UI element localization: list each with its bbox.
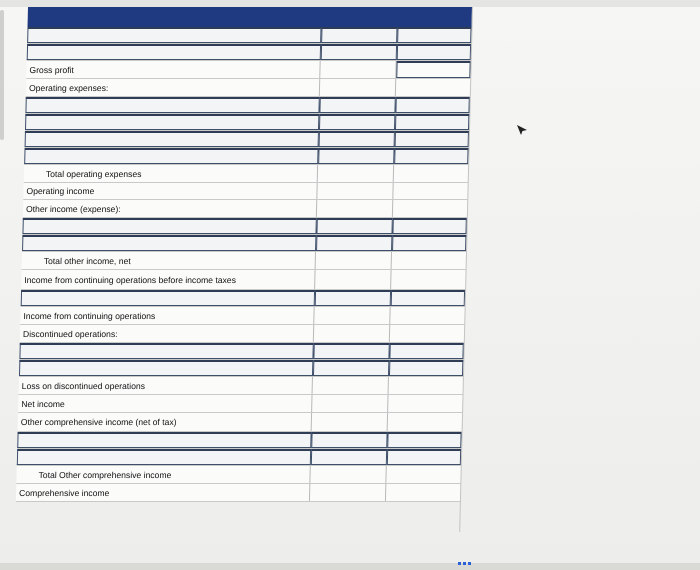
total-input[interactable] bbox=[388, 413, 462, 431]
amount-input[interactable] bbox=[316, 218, 392, 234]
income-statement-worksheet bbox=[15, 7, 472, 532]
account-input[interactable] bbox=[17, 449, 311, 465]
account-input[interactable] bbox=[22, 218, 316, 234]
total-input[interactable] bbox=[395, 131, 469, 147]
total-input[interactable] bbox=[394, 148, 468, 164]
entry-row bbox=[24, 148, 468, 165]
top-strip bbox=[0, 0, 700, 7]
label-row bbox=[24, 165, 468, 183]
account-input[interactable] bbox=[21, 290, 315, 306]
label-row bbox=[21, 270, 465, 290]
total-input[interactable] bbox=[391, 290, 465, 306]
total-input[interactable] bbox=[396, 61, 470, 78]
label-row bbox=[18, 395, 462, 413]
label-row bbox=[16, 484, 460, 502]
total-input[interactable] bbox=[397, 44, 471, 60]
account-input[interactable] bbox=[27, 27, 321, 43]
label-row bbox=[26, 61, 470, 79]
amount-input[interactable] bbox=[314, 325, 390, 342]
total-input[interactable] bbox=[395, 114, 469, 130]
amount-input[interactable] bbox=[313, 360, 389, 376]
total-input[interactable] bbox=[387, 449, 461, 465]
account-label-cell bbox=[26, 61, 320, 78]
label-row bbox=[18, 413, 462, 432]
amount-input[interactable] bbox=[313, 343, 389, 359]
total-input[interactable] bbox=[389, 360, 463, 376]
entry-row bbox=[27, 44, 471, 61]
amount-input[interactable] bbox=[319, 131, 395, 147]
entry-row bbox=[25, 131, 469, 148]
amount-input[interactable] bbox=[318, 165, 394, 182]
amount-input[interactable] bbox=[317, 183, 393, 199]
amount-input[interactable] bbox=[316, 235, 392, 251]
account-label-cell bbox=[18, 395, 312, 412]
total-input[interactable] bbox=[397, 27, 471, 43]
amount-input[interactable] bbox=[316, 252, 392, 269]
row-label: Total other income, net bbox=[43, 255, 131, 266]
amount-input[interactable] bbox=[312, 395, 388, 412]
total-input[interactable] bbox=[392, 235, 466, 251]
entry-row bbox=[21, 290, 465, 307]
account-label-cell bbox=[18, 413, 312, 431]
scrollbar[interactable] bbox=[0, 10, 4, 140]
amount-input[interactable] bbox=[321, 44, 397, 60]
amount-input[interactable] bbox=[310, 466, 386, 483]
account-label-cell bbox=[19, 377, 313, 394]
mouse-pointer-icon bbox=[516, 124, 528, 136]
label-row bbox=[22, 252, 466, 270]
entry-row bbox=[22, 218, 466, 235]
account-input[interactable] bbox=[22, 235, 316, 251]
label-row bbox=[16, 466, 460, 484]
row-label: Total Other comprehensive income bbox=[38, 469, 172, 480]
label-row bbox=[20, 325, 464, 343]
label-row bbox=[23, 200, 467, 218]
account-input[interactable] bbox=[19, 360, 313, 376]
entry-row bbox=[19, 343, 463, 360]
label-row bbox=[23, 183, 467, 200]
amount-input[interactable] bbox=[320, 61, 396, 78]
row-label: Net income bbox=[21, 398, 65, 409]
amount-input[interactable] bbox=[314, 307, 390, 324]
row-label: Operating income bbox=[26, 186, 95, 196]
total-input[interactable] bbox=[394, 165, 468, 182]
total-input[interactable] bbox=[390, 325, 464, 342]
total-input[interactable] bbox=[392, 252, 466, 269]
account-label-cell bbox=[23, 183, 317, 199]
account-input[interactable] bbox=[24, 148, 318, 164]
total-input[interactable] bbox=[391, 270, 465, 289]
total-input[interactable] bbox=[386, 466, 460, 483]
total-input[interactable] bbox=[392, 218, 466, 234]
row-label: Comprehensive income bbox=[19, 487, 110, 498]
total-input[interactable] bbox=[395, 97, 469, 113]
amount-input[interactable] bbox=[317, 200, 393, 217]
amount-input[interactable] bbox=[319, 114, 395, 130]
total-input[interactable] bbox=[388, 395, 462, 412]
account-label-cell bbox=[21, 270, 315, 289]
row-label: Other income (expense): bbox=[25, 203, 121, 214]
account-input[interactable] bbox=[19, 343, 313, 359]
total-input[interactable] bbox=[390, 307, 464, 324]
entry-row bbox=[22, 235, 466, 252]
account-label-cell bbox=[23, 200, 317, 217]
amount-input[interactable] bbox=[315, 290, 391, 306]
account-label-cell bbox=[24, 165, 318, 182]
account-label-cell bbox=[16, 484, 310, 501]
entry-row bbox=[25, 114, 469, 131]
label-row bbox=[20, 307, 464, 325]
amount-input[interactable] bbox=[311, 449, 387, 465]
entry-row bbox=[25, 97, 469, 114]
account-input[interactable] bbox=[17, 432, 311, 448]
amount-input[interactable] bbox=[319, 97, 395, 113]
entry-row bbox=[17, 432, 461, 449]
worksheet-header-bar bbox=[28, 7, 472, 27]
entry-row bbox=[17, 449, 461, 466]
account-label-cell bbox=[20, 325, 314, 342]
total-input[interactable] bbox=[393, 200, 467, 217]
amount-input[interactable] bbox=[310, 484, 386, 501]
account-label-cell bbox=[26, 79, 320, 96]
row-label: Total operating expenses bbox=[45, 168, 142, 179]
amount-input[interactable] bbox=[320, 79, 396, 96]
account-input[interactable] bbox=[25, 131, 319, 147]
account-input[interactable] bbox=[25, 114, 319, 130]
row-label: Income from continuing operations before income taxes bbox=[24, 274, 237, 285]
label-row bbox=[26, 79, 470, 97]
total-input[interactable] bbox=[389, 343, 463, 359]
total-input[interactable] bbox=[386, 484, 460, 501]
more-options-icon[interactable] bbox=[458, 552, 476, 556]
amount-input[interactable] bbox=[313, 377, 389, 394]
entry-row bbox=[27, 27, 471, 44]
row-label: Other comprehensive income (net of tax) bbox=[20, 417, 177, 427]
amount-input[interactable] bbox=[318, 148, 394, 164]
account-input[interactable] bbox=[25, 97, 319, 113]
amount-input[interactable] bbox=[321, 27, 397, 43]
row-label: Gross profit bbox=[29, 64, 75, 75]
entry-row bbox=[19, 360, 463, 377]
account-label-cell bbox=[22, 252, 316, 269]
account-input[interactable] bbox=[27, 44, 321, 60]
row-label: Operating expenses: bbox=[28, 82, 109, 93]
account-label-cell bbox=[16, 466, 310, 483]
amount-input[interactable] bbox=[312, 413, 388, 431]
row-label: Discontinued operations: bbox=[22, 328, 118, 339]
account-label-cell bbox=[20, 307, 314, 324]
total-input[interactable] bbox=[396, 79, 470, 96]
label-row bbox=[19, 377, 463, 395]
amount-input[interactable] bbox=[311, 432, 387, 448]
total-input[interactable] bbox=[387, 432, 461, 448]
amount-input[interactable] bbox=[315, 270, 391, 289]
total-input[interactable] bbox=[389, 377, 463, 394]
row-label: Loss on discontinued operations bbox=[21, 380, 146, 391]
total-input[interactable] bbox=[393, 183, 467, 199]
row-label: Income from continuing operations bbox=[23, 310, 156, 321]
